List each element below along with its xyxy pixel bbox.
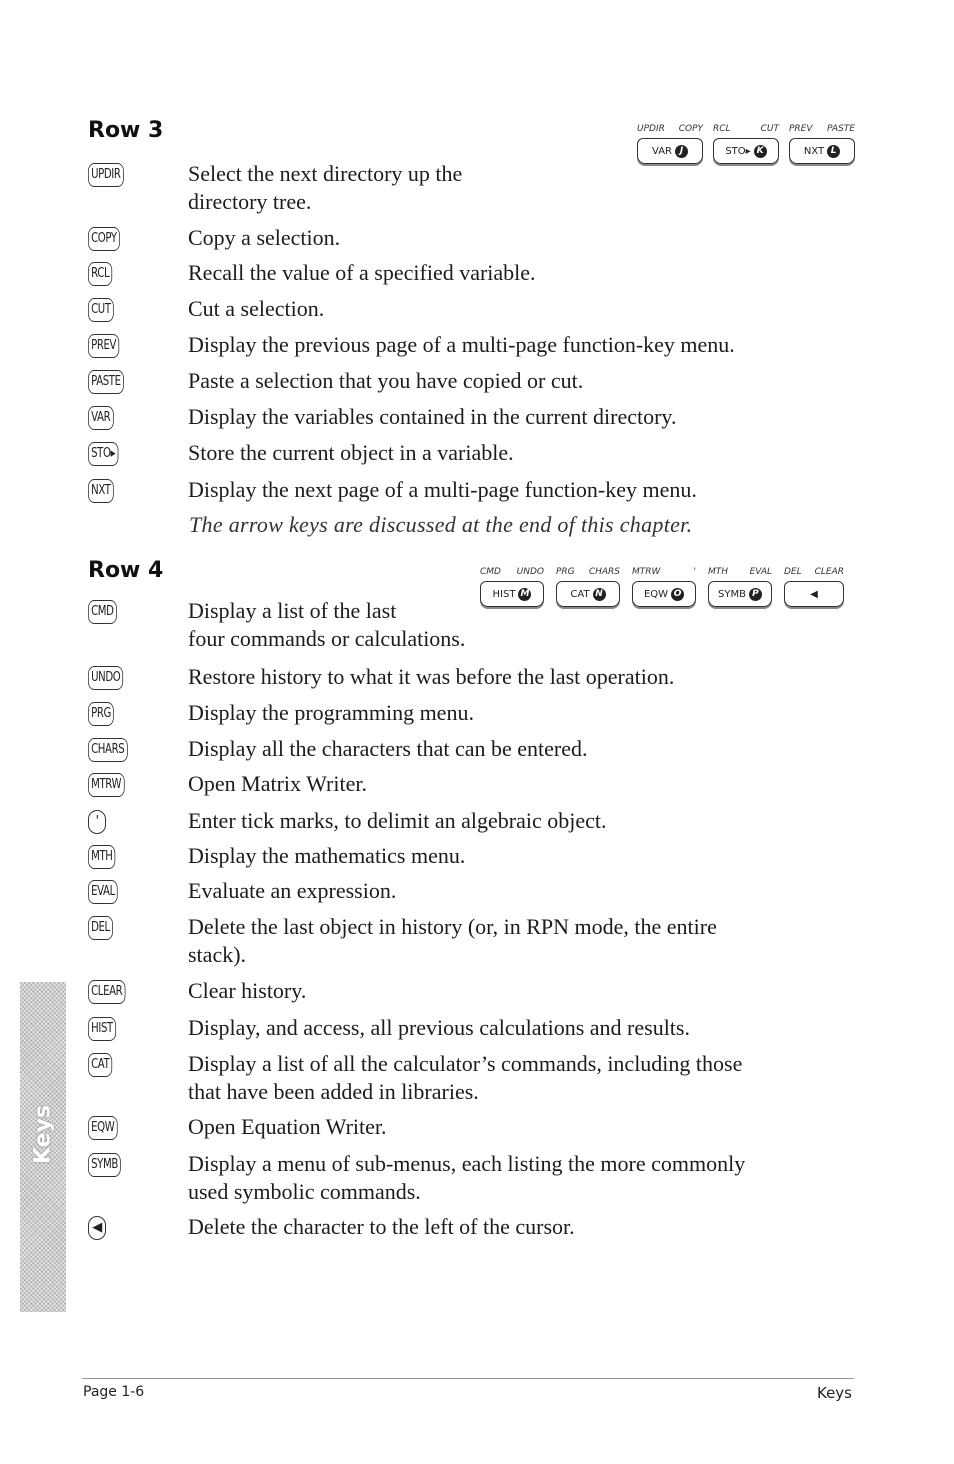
item-description: Paste a selection that you have copied or cut. <box>188 368 584 393</box>
mtrw-key-icon: MTRW <box>88 773 124 797</box>
page-number: Page 1-6 <box>83 1384 145 1400</box>
keypad-key-cat: PRG CHARS CAT N <box>556 567 620 607</box>
item-description: Cut a selection. <box>188 296 325 321</box>
symb-key-icon: SYMB <box>88 1153 121 1177</box>
rcl-key-icon: RCL <box>88 262 112 286</box>
item-description: Display the previous page of a multi-page function-key menu. <box>188 332 735 357</box>
prg-key-icon: PRG <box>88 702 114 726</box>
keypad-key-eqw: MTRW ' EQW O <box>632 567 696 607</box>
keypad-key-nxt: PREV PASTE NXT L <box>789 124 855 164</box>
item-description: Clear history. <box>188 978 307 1003</box>
prev-key-icon: PREV <box>88 334 119 358</box>
item-description: Evaluate an expression. <box>188 878 397 903</box>
copy-key-icon: COPY <box>88 227 120 251</box>
arrow-keys-note: The arrow keys are discussed at the end of this chapter. <box>189 512 693 537</box>
item-description: Restore history to what it was before the last operation. <box>188 664 675 689</box>
keypad-key-hist: CMD UNDO HIST M <box>480 567 544 607</box>
item-description: Select the next directory up the directory tree. <box>188 161 463 214</box>
item-description: Open Equation Writer. <box>188 1114 387 1139</box>
item-description: Display a list of the last four commands or calculations. <box>188 598 466 651</box>
keypad-key-var: UPDIR COPY VAR J <box>637 124 703 164</box>
item-description: Store the current object in a variable. <box>188 440 514 465</box>
footer-divider <box>82 1378 854 1379</box>
clear-key-icon: CLEAR <box>88 980 125 1004</box>
item-description: Display the next page of a multi-page function-key menu. <box>188 477 697 502</box>
mth-key-icon: MTH <box>88 845 116 869</box>
backspace-arrow-icon: ◀ <box>810 588 818 600</box>
undo-key-icon: UNDO <box>88 666 123 690</box>
keys-side-tab <box>20 982 66 1312</box>
nxt-key-icon: NXT <box>88 479 114 503</box>
keypad-key-symb: MTH EVAL SYMB P <box>708 567 772 607</box>
item-description: Display the mathematics menu. <box>188 843 466 868</box>
item-description: Display the programming menu. <box>188 700 474 725</box>
item-description: Display the variables contained in the current directory. <box>188 404 677 429</box>
item-description: Display all the characters that can be entered. <box>188 736 588 761</box>
item-description: Display a menu of sub-menus, each listing the more commonly used symbolic commands. <box>188 1151 746 1204</box>
item-description: Open Matrix Writer. <box>188 771 367 796</box>
footer-section-title: Keys <box>816 1384 852 1402</box>
tick-key-icon: ' <box>88 810 106 834</box>
item-description: Display, and access, all previous calculations and results. <box>188 1015 690 1040</box>
eqw-key-icon: EQW <box>88 1116 117 1140</box>
eval-key-icon: EVAL <box>88 880 118 904</box>
var-key-icon: VAR <box>88 406 113 430</box>
cut-key-icon: CUT <box>88 298 114 322</box>
paste-key-icon: PASTE <box>88 370 124 394</box>
cmd-key-icon: CMD <box>88 600 117 624</box>
keypad-key-sto: RCL CUT STO▸ K <box>713 124 779 164</box>
row3-keypad-illustration <box>637 124 855 164</box>
row4-heading: Row 4 <box>88 558 164 583</box>
item-description: Copy a selection. <box>188 225 341 250</box>
item-description: Enter tick marks, to delimit an algebraic object. <box>188 808 607 833</box>
item-description: Display a list of all the calculator’s commands, including those that have been added in libraries. <box>188 1051 743 1104</box>
keypad-key-backspace: DEL CLEAR ◀ <box>784 567 844 607</box>
cat-key-icon: CAT <box>88 1053 112 1077</box>
hist-key-icon: HIST <box>88 1017 116 1041</box>
item-description: Recall the value of a specified variable. <box>188 260 536 285</box>
side-tab-label: Keys <box>30 1104 56 1165</box>
del-key-icon: DEL <box>88 916 113 940</box>
sto-key-icon: STO▸ <box>88 442 118 466</box>
item-description: Delete the character to the left of the cursor. <box>188 1214 575 1239</box>
item-description: Delete the last object in history (or, in RPN mode, the entire stack). <box>188 914 717 967</box>
backspace-key-icon: ◀ <box>88 1216 106 1240</box>
chars-key-icon: CHARS <box>88 738 127 762</box>
row3-heading: Row 3 <box>88 118 164 143</box>
updir-key-icon: UPDIR <box>88 163 124 187</box>
